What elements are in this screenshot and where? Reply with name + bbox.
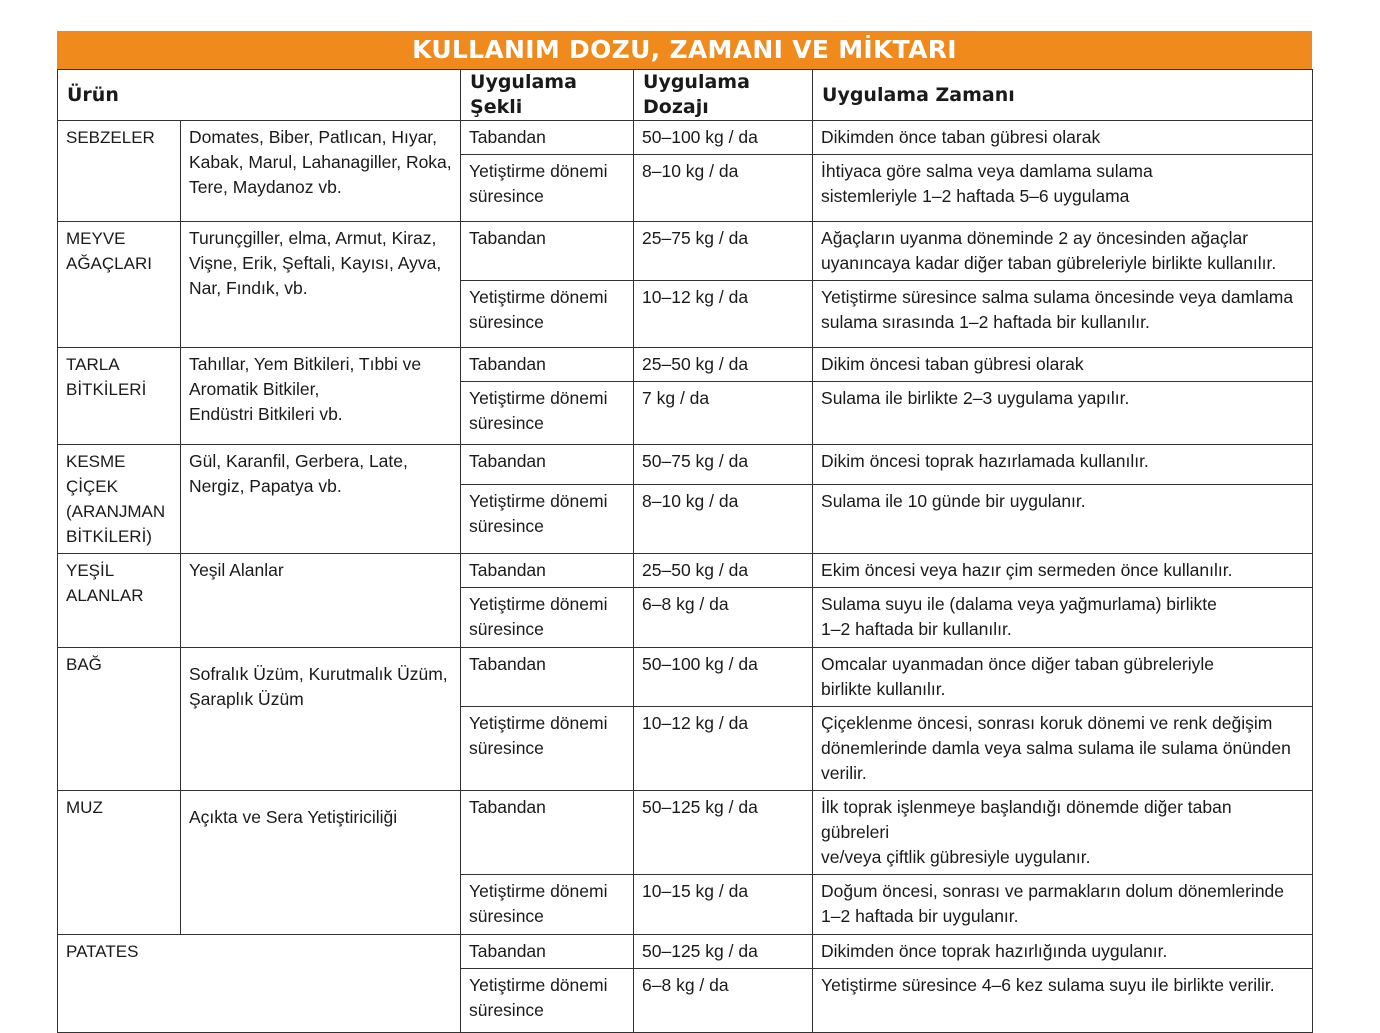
application-method [461,875,634,935]
page-title: KULLANIM DOZU, ZAMANI VE MİKTARI [57,31,1312,69]
application-time [813,155,1313,222]
application-time [813,484,1313,553]
application-method [461,588,634,648]
product-crops [181,348,461,445]
product-crops [181,791,461,935]
application-method [461,121,634,155]
product-crops [181,648,461,791]
application-method [461,348,634,382]
method-line: Yetiştirme dönemi [469,161,608,181]
application-method [461,222,634,281]
crop-line: Yeşil Alanlar [189,560,284,580]
table-row [58,348,1313,382]
product-category [58,648,181,791]
application-time [813,707,1313,791]
time-line: 1–2 haftada bir uygulanır. [821,906,1019,926]
product-crops [181,554,461,648]
product-category [58,445,181,554]
time-line: İhtiyaca göre salma veya damlama sulama [821,161,1153,181]
application-dose: 10–12 kg / da [634,281,813,348]
method-line: Yetiştirme dönemi [469,388,608,408]
application-time [813,875,1313,935]
header-uygulama-sekli: Uygulama Şekli [461,70,634,121]
category-line: BİTKİLERİ) [66,527,152,546]
method-line: Tabandan [469,941,546,961]
method-line: Yetiştirme dönemi [469,713,608,733]
category-line: KESME ÇİÇEK [66,452,126,496]
product-category [58,554,181,648]
product-category [58,121,181,222]
product-category [58,935,461,1033]
time-line: sistemleriyle 1–2 haftada 5–6 uygulama [821,186,1130,206]
product-crops [181,222,461,348]
table-row [58,445,1313,485]
method-line: süresince [469,186,544,206]
time-line: Yetiştirme süresince 4–6 kez sulama suyu ile birlikte verilir. [821,975,1275,995]
application-method [461,554,634,588]
application-method [461,969,634,1033]
method-line: Tabandan [469,797,546,817]
table-header-row [58,70,1313,121]
application-time [813,648,1313,707]
application-dose: 50–125 kg / da [634,791,813,875]
time-line: Ekim öncesi veya hazır çim sermeden önce kullanılır. [821,560,1233,580]
application-dose: 10–12 kg / da [634,707,813,791]
category-line: YEŞİL [66,561,115,580]
time-line: Sulama ile birlikte 2–3 uygulama yapılır. [821,388,1130,408]
method-line: süresince [469,906,544,926]
method-line: Tabandan [469,451,546,471]
application-dose: 50–125 kg / da [634,935,813,969]
time-line: 1–2 haftada bir kullanılır. [821,619,1012,639]
time-line: Sulama ile 10 günde bir uygulanır. [821,490,1086,511]
method-line: Yetiştirme dönemi [469,594,608,614]
product-category [58,791,181,935]
product-crops [181,445,461,554]
method-line: süresince [469,515,544,536]
time-line: Sulama suyu ile (dalama veya yağmurlama) birlikte [821,594,1217,614]
time-line: Dikimden önce toprak hazırlığında uygulanır. [821,941,1168,961]
time-line: Ağaçların uyanma döneminde 2 ay öncesinden ağaçlar [821,228,1249,248]
crop-line: Turunçgiller, elma, Armut, Kiraz, [189,228,437,248]
method-line: Tabandan [469,560,546,580]
application-dose: 50–100 kg / da [634,121,813,155]
application-dose: 7 kg / da [634,382,813,445]
application-dose: 25–50 kg / da [634,554,813,588]
application-method [461,281,634,348]
time-line: Omcalar uyanmadan önce diğer taban gübreleriyle [821,654,1215,674]
category-line: BİTKİLERİ [66,380,147,399]
method-line: süresince [469,738,544,758]
category-line: AĞAÇLARI [66,254,152,273]
product-crops [181,121,461,222]
method-line: Tabandan [469,354,546,374]
application-dose: 10–15 kg / da [634,875,813,935]
crop-line: Sofralık Üzüm, Kurutmalık Üzüm, [189,664,448,684]
method-line: süresince [469,619,544,639]
method-line: Tabandan [469,228,546,248]
time-line: Dikim öncesi taban gübresi olarak [821,354,1084,374]
crop-line: Tahıllar, Yem Bitkileri, Tıbbi ve [189,354,422,374]
application-dose: 6–8 kg / da [634,969,813,1033]
application-time [813,969,1313,1033]
application-method [461,648,634,707]
crop-line: Tere, Maydanoz vb. [189,177,342,197]
crop-line: Gül, Karanfil, Gerbera, Late, [189,451,408,471]
application-time [813,445,1313,485]
application-time [813,382,1313,445]
application-dose: 25–75 kg / da [634,222,813,281]
application-time [813,281,1313,348]
application-time [813,554,1313,588]
application-method [461,484,634,553]
method-line: Yetiştirme dönemi [469,881,608,901]
application-method [461,935,634,969]
method-line: Tabandan [469,654,546,674]
time-line: Yetiştirme süresince salma sulama öncesinde veya damlama [821,287,1294,307]
time-line: Doğum öncesi, sonrası ve parmakların dolum dönemlerinde [821,881,1285,901]
header-uygulama-zamani: Uygulama Zamanı [813,70,1313,121]
table-row [58,648,1313,707]
application-dose: 25–50 kg / da [634,348,813,382]
table-row [58,935,1313,969]
crop-line: Vişne, Erik, Şeftali, Kayısı, Ayva, [189,253,442,273]
crop-line: Açıkta ve Sera Yetiştiriciliği [189,807,398,827]
product-category [58,348,181,445]
method-line: süresince [469,1000,544,1020]
category-line: (ARANJMAN [66,502,166,521]
time-line: Çiçeklenme öncesi, sonrası koruk dönemi ve renk değişim [821,713,1273,733]
category-line: BAĞ [66,655,102,674]
application-dose: 50–100 kg / da [634,648,813,707]
method-line: Tabandan [469,127,546,147]
time-line: birlikte kullanılır. [821,679,946,699]
table-row [58,121,1313,155]
application-method [461,791,634,875]
product-category [58,222,181,348]
method-line: Yetiştirme dönemi [469,287,608,307]
category-line: PATATES [66,942,139,961]
crop-line: Şaraplık Üzüm [189,689,304,709]
method-line: süresince [469,413,544,433]
crop-line: Nar, Fındık, vb. [189,278,308,298]
time-line: Dikimden önce taban gübresi olarak [821,127,1101,147]
crop-line: Endüstri Bitkileri vb. [189,404,343,424]
crop-line: Aromatik Bitkiler, [189,379,320,399]
crop-line: Kabak, Marul, Lahanagiller, Roka, [189,152,452,172]
time-line: İlk toprak işlenmeye başlandığı dönemde diğer taban gübreleri [821,797,1232,842]
application-dose: 8–10 kg / da [634,484,813,553]
category-line: MUZ [66,798,103,817]
time-line: ve/veya çiftlik gübresiyle uygulanır. [821,847,1091,867]
application-time [813,348,1313,382]
dosage-table [57,69,1313,1033]
time-line: uyanıncaya kadar diğer taban gübreleriyle birlikte kullanılır. [821,253,1277,273]
time-line: sulama sırasında 1–2 haftada bir kullanılır. [821,312,1150,332]
application-time [813,222,1313,281]
application-method [461,382,634,445]
method-line: süresince [469,312,544,332]
application-dose: 8–10 kg / da [634,155,813,222]
application-time [813,791,1313,875]
table-row [58,791,1313,875]
application-time [813,935,1313,969]
category-line: TARLA [66,355,120,374]
application-dose: 6–8 kg / da [634,588,813,648]
time-line: Dikim öncesi toprak hazırlamada kullanılır. [821,451,1149,471]
application-method [461,155,634,222]
header-uygulama-dozaji: Uygulama Dozajı [634,70,813,121]
time-line: dönemlerinde damla veya salma sulama ile sulama önünden verilir. [821,738,1291,783]
application-dose: 50–75 kg / da [634,445,813,485]
application-time [813,588,1313,648]
method-line: Yetiştirme dönemi [469,490,608,511]
table-row [58,554,1313,588]
header-urun: Ürün [58,70,461,121]
application-method [461,707,634,791]
table-row [58,222,1313,281]
table-body [58,121,1313,1033]
application-method [461,445,634,485]
application-time [813,121,1313,155]
crop-line: Domates, Biber, Patlıcan, Hıyar, [189,127,438,147]
crop-line: Nergiz, Papatya vb. [189,476,342,496]
category-line: MEYVE [66,229,126,248]
method-line: Yetiştirme dönemi [469,975,608,995]
category-line: ALANLAR [66,586,144,605]
category-line: SEBZELER [66,128,155,147]
